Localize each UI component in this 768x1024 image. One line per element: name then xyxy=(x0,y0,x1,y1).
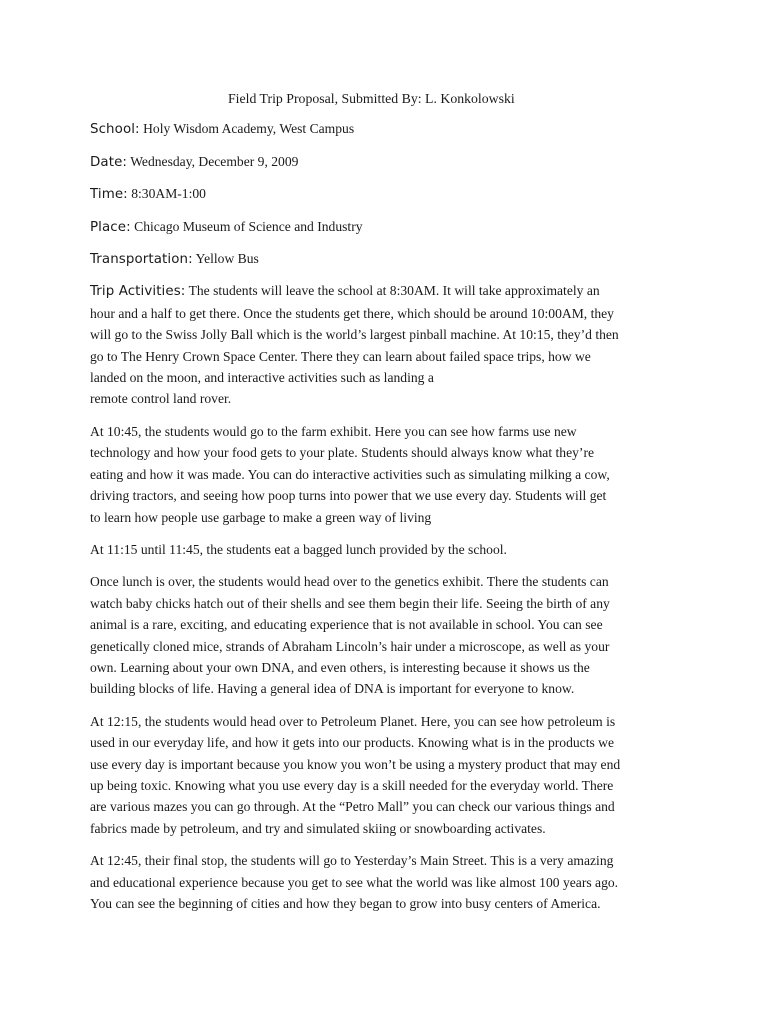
paragraph-line: hour and a half to get there. Once the students get there, which should be around 10:00AM, they xyxy=(90,305,614,321)
paragraph-line: are various mazes you can go through. At the “Petro Mall” you can check our various things and xyxy=(90,799,615,815)
transportation-value: Yellow Bus xyxy=(195,251,259,267)
school-value: Holy Wisdom Academy, West Campus xyxy=(143,121,355,137)
paragraph-line: and educational experience because you get to see what the world was like almost 100 years ago. xyxy=(90,874,619,890)
date-field xyxy=(90,151,670,173)
transportation-field xyxy=(90,248,670,270)
place-field xyxy=(90,216,670,238)
trip-activities-paragraph xyxy=(90,280,670,409)
place-label: Place: xyxy=(90,219,131,235)
time-label: Time: xyxy=(90,187,128,203)
school-label: School: xyxy=(90,122,140,138)
date-label: Date: xyxy=(90,154,128,170)
paragraph-line: At 11:15 until 11:45, the students eat a bagged lunch provided by the school. xyxy=(90,541,507,557)
paragraph-line: You can see the beginning of cities and how they began to grow into busy centers of America. xyxy=(90,896,601,911)
document-page xyxy=(90,88,670,925)
paragraph-line: technology and how your food gets to your plate. Students should always know what they’re xyxy=(90,445,595,461)
paragraph-line: fabrics made by petroleum, and try and simulated skiing or snowboarding activates. xyxy=(90,820,546,836)
paragraph-line: to learn how people use garbage to make a green way of living xyxy=(90,509,432,525)
school-field xyxy=(90,118,670,140)
paragraph-line: use every day is important because you know you won’t be using a mystery product that may end xyxy=(90,756,621,772)
petroleum-planet-paragraph xyxy=(90,711,670,839)
paragraph-line: go to The Henry Crown Space Center. There they can learn about failed space trips, how we xyxy=(90,348,591,364)
main-street-paragraph xyxy=(90,850,670,914)
paragraph-line: Once lunch is over, the students would head over to the genetics exhibit. There the students can xyxy=(90,574,609,590)
paragraph-line: At 12:15, the students would head over to Petroleum Planet. Here, you can see how petroleum is xyxy=(90,713,616,729)
paragraph-line: eating and how it was made. You can do interactive activities such as simulating milking a cow, xyxy=(90,466,610,482)
paragraph-line: used in our everyday life, and how it gets into our products. Knowing what is in the products we xyxy=(90,735,615,751)
paragraph-line: At 12:45, their final stop, the students will go to Yesterday’s Main Street. This is a very amazing xyxy=(90,853,614,869)
transportation-label: Transportation: xyxy=(90,252,193,268)
paragraph-line: animal is a rare, exciting, and educating experience that is not available in school. You can see xyxy=(90,617,603,633)
genetics-exhibit-paragraph xyxy=(90,571,670,699)
date-value: Wednesday, December 9, 2009 xyxy=(130,153,299,169)
time-value: 8:30AM-1:00 xyxy=(131,186,206,202)
paragraph-line: remote control land rover. xyxy=(90,391,232,407)
paragraph-line: will go to the Swiss Jolly Ball which is the world’s largest pinball machine. At 10:15, they’d then xyxy=(90,327,619,343)
lunch-paragraph xyxy=(90,539,670,560)
paragraph-line: landed on the moon, and interactive activities such as landing a xyxy=(90,370,434,386)
farm-exhibit-paragraph xyxy=(90,421,670,528)
place-value: Chicago Museum of Science and Industry xyxy=(134,218,363,234)
time-field xyxy=(90,183,670,205)
paragraph-line: own. Learning about your own DNA, and even others, is interesting because it shows us the xyxy=(90,659,590,675)
paragraph-line: building blocks of life. Having a general idea of DNA is important for everyone to know. xyxy=(90,681,575,697)
paragraph-line: At 10:45, the students would go to the farm exhibit. Here you can see how farms use new xyxy=(90,423,577,439)
paragraph-line: up being toxic. Knowing what you use every day is a skill needed for the everyday world. There xyxy=(90,777,614,793)
paragraph-line: driving tractors, and seeing how poop turns into power that we use every day. Students will get xyxy=(90,488,607,504)
paragraph-line: watch baby chicks hatch out of their shells and see them begin their life. Seeing the birth of any xyxy=(90,595,610,611)
paragraph-line: genetically cloned mice, strands of Abraham Lincoln’s hair under a microscope, as well as your xyxy=(90,638,610,654)
trip-activities-label: Trip Activities: xyxy=(90,284,186,300)
paragraph-line: Trip Activities: The students will leave the school at 8:30AM. It will take approximately an xyxy=(90,283,600,300)
document-title: Field Trip Proposal, Submitted By: L. Konkolowski xyxy=(228,91,515,106)
